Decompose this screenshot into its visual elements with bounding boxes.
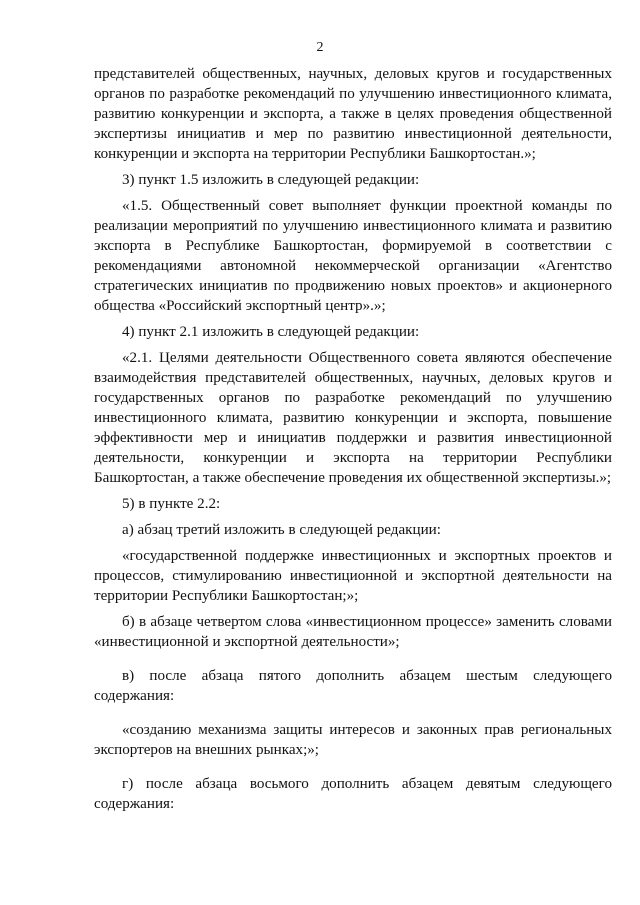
paragraph-subitem-g: г) после абзаца восьмого дополнить абзацем девятым следующего содержания: — [94, 776, 612, 812]
paragraph-continuation: представителей общественных, научных, деловых кругов и государственных органов по разработке рекомендаций по улучшению инвестиционного климата, развитию конкуренции и экспорта, а также в целях проведения общественной экспертизы инициатив и мер по развитию инвестиционной деятельности, конкуренции и экспорта на территории Республики Башкортостан.»; — [94, 66, 612, 162]
paragraph-quote-2-1: «2.1. Целями деятельности Общественного совета являются обеспечение взаимодействия представителей общественных, научных, деловых кругов и государственных органов по разработке рекомендаций по улучшению инвестиционного климата, развитию конкуренции и экспорта, повышение эффективности мер и инициатив поддержки и развития инвестиционной деятельности, конкуренции и экспорта на территории Республики Башкортостан, а также обеспечение проведения их общественной экспертизы.»; — [94, 350, 612, 486]
document-body — [94, 64, 612, 820]
paragraph-item-3: 3) пункт 1.5 изложить в следующей редакции: — [122, 172, 420, 188]
paragraph-item-5: 5) в пункте 2.2: — [122, 496, 221, 512]
paragraph-item-4: 4) пункт 2.1 изложить в следующей редакции: — [122, 324, 420, 340]
paragraph-subitem-v: в) после абзаца пятого дополнить абзацем шестым следующего содержания: — [94, 668, 612, 704]
paragraph-quote-a: «государственной поддержке инвестиционных и экспортных проектов и процессов, стимулированию инвестиционной и экспортной деятельности на территории Республики Башкортостан;»; — [94, 548, 612, 604]
paragraph-subitem-a: а) абзац третий изложить в следующей редакции: — [122, 522, 441, 538]
page-number: 2 — [316, 40, 324, 55]
paragraph-subitem-b: б) в абзаце четвертом слова «инвестиционном процессе» заменить словами «инвестиционной и экспортной деятельности»; — [94, 614, 612, 650]
paragraph-quote-v: «созданию механизма защиты интересов и законных прав региональных экспортеров на внешних рынках;»; — [94, 722, 612, 758]
paragraph-quote-1-5: «1.5. Общественный совет выполняет функции проектной команды по реализации мероприятий по улучшению инвестиционного климата и развитию экспорта в Республике Башкортостан, формируемой в соответствии с рекомендациями автономной некоммерческой организации «Агентство стратегических инициатив по продвижению новых проектов» и акционерного общества «Российский экспортный центр».»; — [94, 198, 612, 314]
